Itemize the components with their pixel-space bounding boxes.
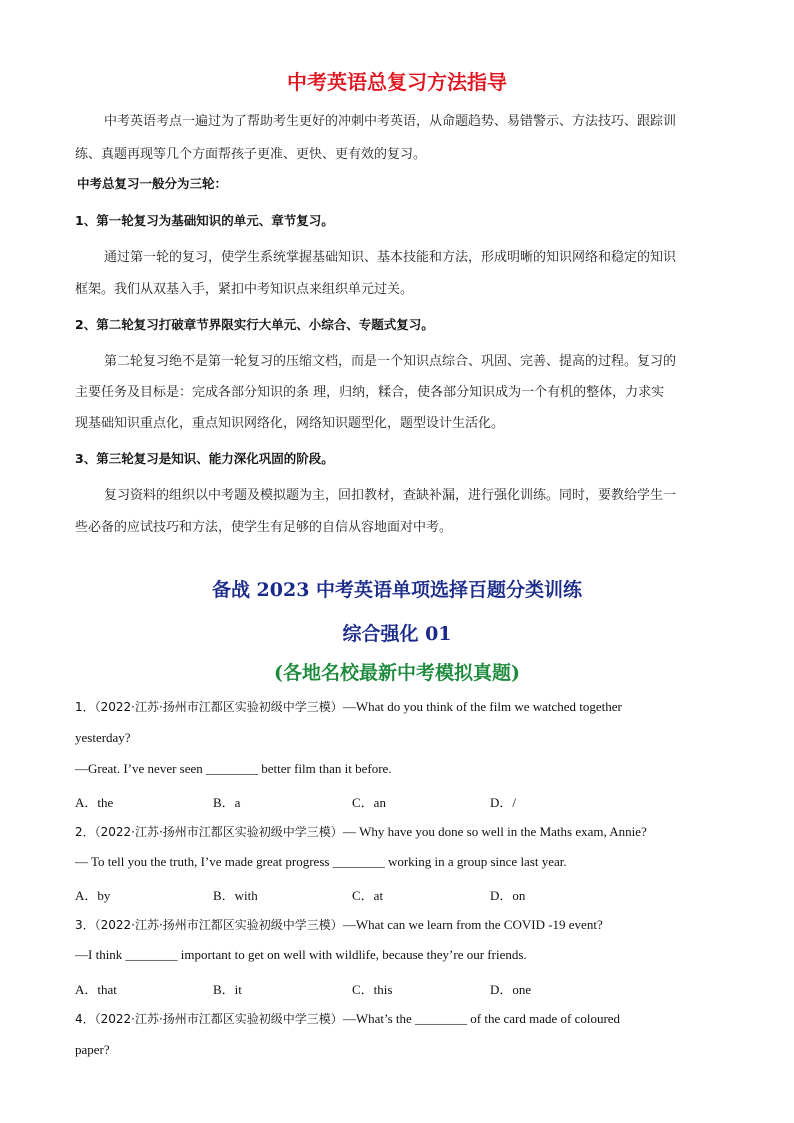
question-text: —What’s the ________ of the card made of coloured: [342, 1011, 621, 1026]
question-1-option-d: D．/: [490, 795, 517, 810]
question-2-answer-line: — To tell you the truth, I’ve made great progress ________ working in a group since last year.: [75, 854, 567, 869]
question-3-option-b: B．it: [213, 982, 242, 997]
question-source: 4．（2022·江苏·扬州市江都区实验初级中学三模）: [75, 1012, 343, 1026]
rounds-heading: 中考总复习一般分为三轮：: [77, 176, 228, 191]
question-3-line-1: [75, 916, 603, 934]
question-2-option-d: D．on: [490, 888, 526, 903]
question-2-option-c: C．at: [352, 888, 384, 903]
intro-line-1: 中考英语考点一遍过为了帮助考生更好的冲刺中考英语，从命题趋势、易错警示、方法技巧、跟踪训: [104, 114, 677, 129]
round1-heading: 1、第一轮复习为基础知识的单元、章节复习。: [75, 213, 334, 228]
question-3-option-a: A．that: [75, 982, 117, 997]
question-2-option-b: B．with: [213, 888, 258, 903]
section-title: 备战 2023 中考英语单项选择百题分类训练: [211, 579, 583, 601]
round1-line-2: 框架。我们从双基入手，紧扣中考知识点来组织单元过关。: [75, 282, 414, 297]
round3-line-1: 复习资料的组织以中考题及模拟题为主，回扣教材，查缺补漏，进行强化训练。同时，要教给学生一: [104, 488, 677, 503]
section-subtitle: 综合强化 01: [342, 623, 452, 645]
question-1-line-2: yesterday?: [75, 730, 131, 745]
question-4-line-2: paper?: [75, 1042, 110, 1057]
question-3-option-d: D．one: [490, 982, 532, 997]
section-note: (各地名校最新中考模拟真题): [274, 662, 520, 684]
question-text: —What do you think of the film we watched together: [342, 699, 622, 714]
round2-line-2: 主要任务及目标是：完成各部分知识的条 理，归纳，糅合，使各部分知识成为一个有机的整体，力求实: [75, 385, 665, 400]
question-3-option-c: C．this: [352, 982, 393, 997]
round1-line-1: 通过第一轮的复习，使学生系统掌握基础知识、基本技能和方法，形成明晰的知识网络和稳定的知识: [104, 250, 677, 265]
round3-heading: 3、第三轮复习是知识、能力深化巩固的阶段。: [75, 451, 334, 466]
question-4-line-1: [75, 1010, 620, 1028]
question-source: 2．（2022·江苏·扬州市江都区实验初级中学三模）: [75, 825, 343, 839]
question-1-option-b: B．a: [213, 795, 241, 810]
round3-line-2: 些必备的应试技巧和方法，使学生有足够的自信从容地面对中考。: [75, 520, 453, 535]
question-text: — Why have you done so well in the Maths exam, Annie?: [342, 824, 647, 839]
round2-line-1: 第二轮复习绝不是第一轮复习的压缩文档，而是一个知识点综合、巩固、完善、提高的过程。复习的: [104, 354, 677, 369]
question-1-option-a: A．the: [75, 795, 114, 810]
guide-title: 中考英语总复习方法指导: [287, 70, 507, 94]
question-source: 3．（2022·江苏·扬州市江都区实验初级中学三模）: [75, 918, 343, 932]
question-2-line-1: [75, 823, 647, 841]
question-text: —What can we learn from the COVID -19 event?: [342, 917, 603, 932]
round2-line-3: 现基础知识重点化，重点知识网络化，网络知识题型化，题型设计生活化。: [75, 416, 505, 431]
question-1-line-1: [75, 698, 622, 716]
question-source: 1．（2022·江苏·扬州市江都区实验初级中学三模）: [75, 700, 343, 714]
intro-line-2: 练、真题再现等几个方面帮孩子更准、更快、更有效的复习。: [75, 147, 427, 162]
round2-heading: 2、第二轮复习打破章节界限实行大单元、小综合、专题式复习。: [75, 317, 434, 332]
question-1-option-c: C．an: [352, 795, 386, 810]
question-2-option-a: A．by: [75, 888, 111, 903]
question-1-answer-line: —Great. I’ve never seen ________ better film than it before.: [75, 761, 392, 776]
question-3-answer-line: —I think ________ important to get on well with wildlife, because they’re our friends.: [75, 947, 527, 962]
